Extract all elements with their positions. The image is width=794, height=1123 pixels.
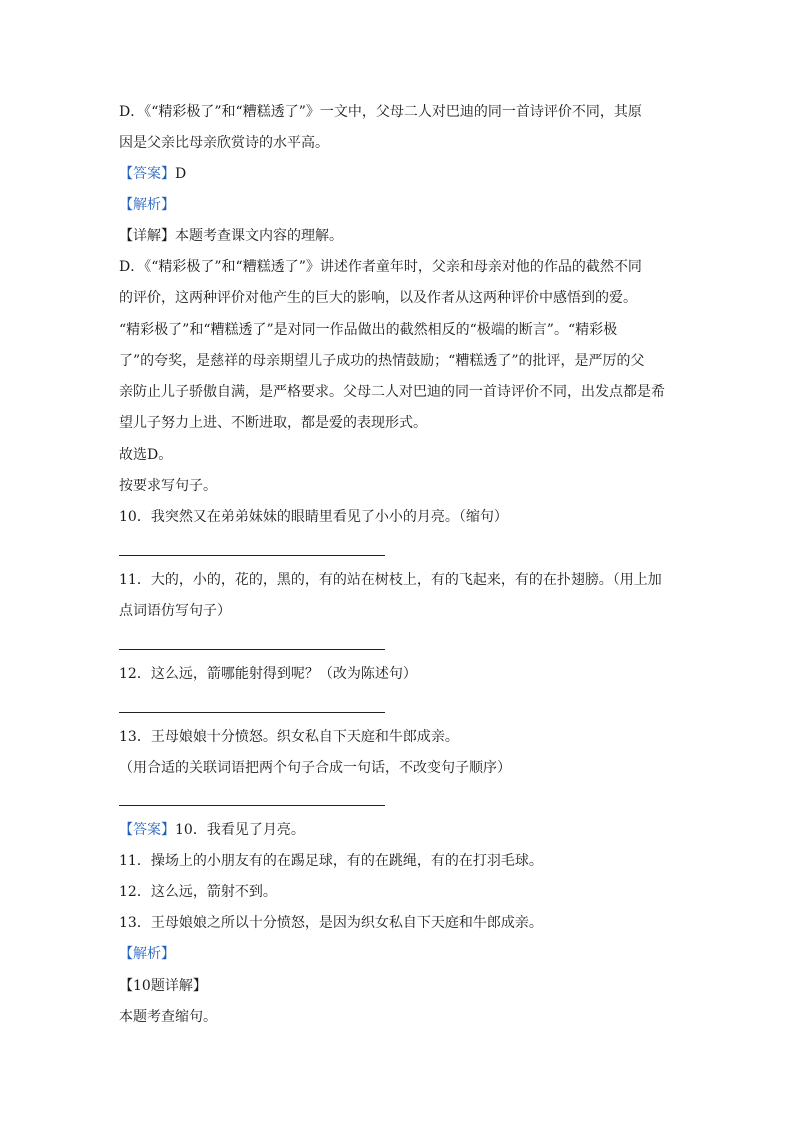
question-13-line-1: 13．王母娘娘十分愤怒。织女私自下天庭和牛郎成亲。 (119, 729, 459, 745)
answer-10-line (119, 820, 305, 840)
answer-tag: 【答案】 (119, 166, 175, 182)
paragraph-line-3: 亲防止儿子骄傲自满，是严格要求。父母二人对巴迪的同一首诗评价不同，出发点都是希 (119, 384, 665, 400)
answer-blank-13[interactable] (119, 805, 385, 806)
question-12: 12．这么远，箭哪能射得到呢？（改为陈述句） (119, 666, 417, 682)
q10-detail-text: 本题考查缩句。 (119, 1009, 217, 1025)
paragraph-line-2: 了”的夸奖，是慈祥的母亲期望儿子成功的热情鼓励；“糟糕透了”的批评，是严厉的父 (119, 353, 645, 369)
choose-line: 故选D。 (119, 447, 173, 463)
answer-12: 12．这么远，箭射不到。 (119, 884, 277, 900)
answer-11: 11．操场上的小朋友有的在踢足球，有的在跳绳，有的在打羽毛球。 (119, 853, 543, 869)
answer-blank-10[interactable] (119, 555, 385, 556)
question-10: 10．我突然又在弟弟妹妹的眼睛里看见了小小的月亮。（缩句） (119, 509, 508, 525)
answer-line (119, 164, 186, 184)
paragraph-line-1: “精彩极了”和“糟糕透了”是对同一作品做出的截然相反的“极端的断言”。“精彩极 (119, 322, 618, 338)
q10-detail-heading: 【10题详解】 (119, 978, 207, 994)
analysis-tag: 【解析】 (119, 197, 175, 213)
answer-blank-12[interactable] (119, 712, 385, 713)
answers-tag: 【答案】 (119, 822, 175, 838)
section-heading: 按要求写句子。 (119, 478, 217, 494)
answer-blank-11[interactable] (119, 649, 385, 650)
d-explanation-line-2: 的评价，这两种评价对他产生的巨大的影响，以及作者从这两种评价中感悟到的爱。 (119, 290, 637, 306)
d-explanation-line-1: D．《“精彩极了”和“糟糕透了”》讲述作者童年时，父亲和母亲对他的作品的截然不同 (119, 259, 642, 275)
question-11-line-1: 11．大的，小的，花的，黑的，有的站在树枝上，有的飞起来，有的在扑翅膀。（用上加 (119, 572, 662, 588)
answer-10: 10．我看见了月亮。 (175, 822, 305, 838)
option-d-text-line-2: 因是父亲比母亲欣赏诗的水平高。 (119, 135, 329, 151)
answer-13: 13．王母娘娘之所以十分愤怒，是因为织女私自下天庭和牛郎成亲。 (119, 915, 543, 931)
question-11-line-2: 点词语仿写句子） (119, 603, 231, 619)
detail-line: 【详解】本题考查课文内容的理解。 (119, 228, 343, 244)
analysis-tag-2: 【解析】 (119, 946, 175, 962)
paragraph-line-4: 望儿子努力上进、不断进取，都是爱的表现形式。 (119, 415, 427, 431)
question-13-line-2: （用合适的关联词语把两个句子合成一句话，不改变句子顺序） (119, 760, 511, 776)
answer-value: D (175, 166, 187, 182)
option-d-text-line-1: D．《“精彩极了”和“糟糕透了”》一文中，父母二人对巴迪的同一首诗评价不同，其原 (119, 104, 642, 120)
